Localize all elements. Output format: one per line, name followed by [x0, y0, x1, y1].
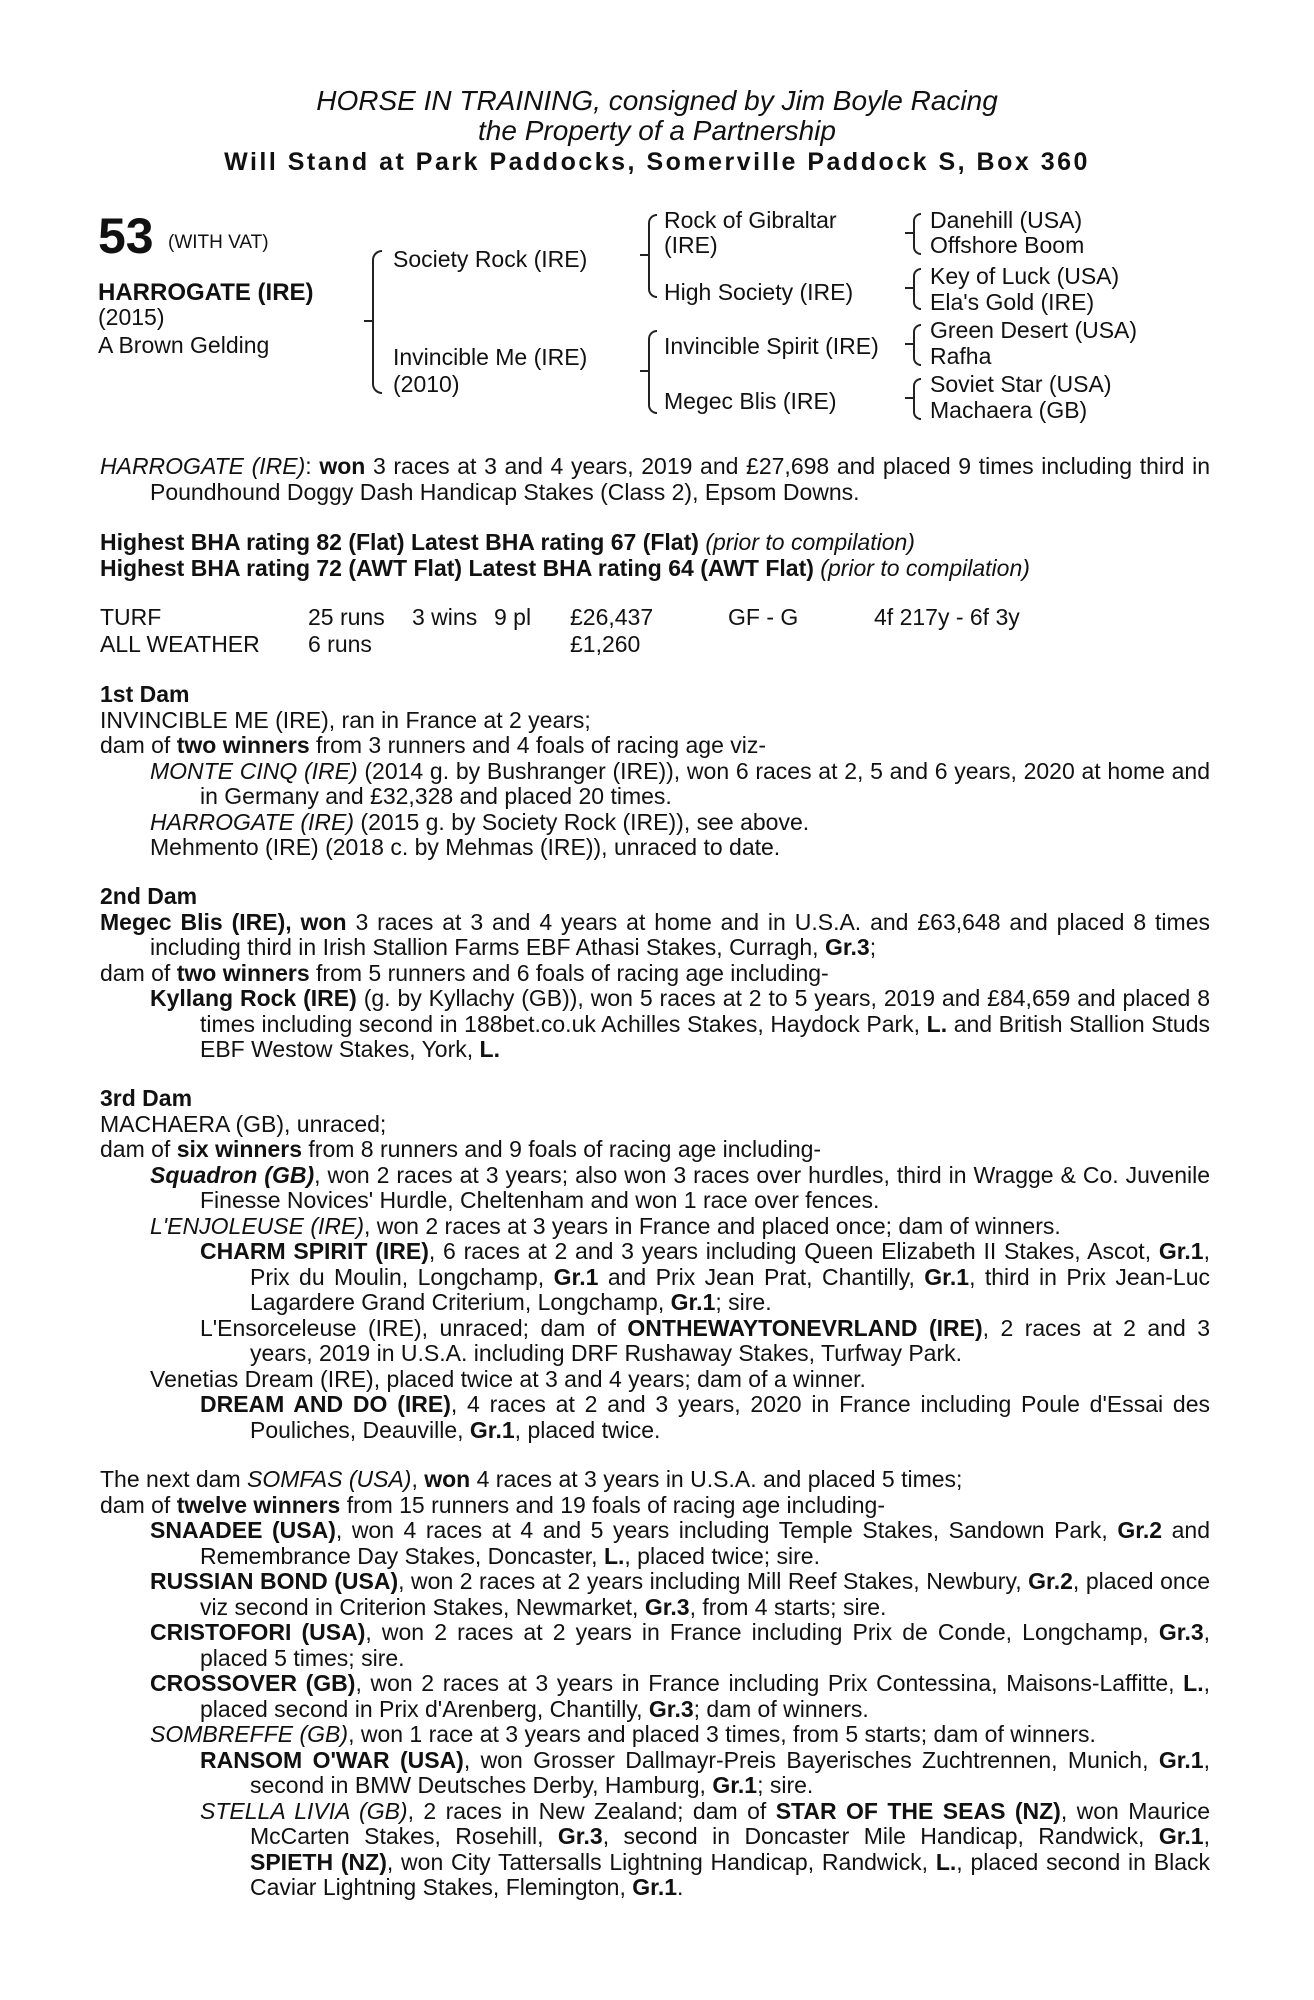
- header-location: Will Stand at Park Paddocks, Somerville Paddock S, Box 360: [224, 148, 1090, 176]
- sss: Danehill (USA): [930, 207, 1083, 233]
- lot-number: 53: [98, 208, 154, 264]
- dam-year: (2010): [393, 371, 460, 397]
- sire-sire-2: (IRE): [664, 232, 718, 258]
- sire: Society Rock (IRE): [393, 246, 588, 272]
- horse-description: A Brown Gelding: [98, 332, 270, 358]
- first-dam-section: 1st Dam INVINCIBLE ME (IRE), ran in France at 2 years; dam of two winners from 3 runners and 4 foals of racing age viz- MONTE CINQ (IRE) (2014 g. by Bushranger (IRE)), won 6 races at 2, 5 and 6 years, 2020 at home and in Germany and £32,328 and placed 20 times. HARROGATE (IRE) (2015 g. by Society Rock (IRE)), see above. Mehmento (IRE) (2018 c. by Mehmas (IRE)), unraced to date.: [100, 681, 1211, 860]
- dsd: Rafha: [930, 343, 992, 369]
- table-row: ALL WEATHER 6 runs £1,260: [100, 631, 641, 657]
- brace-sire: [648, 214, 657, 298]
- horse-year: (2015): [98, 304, 165, 330]
- second-dam-section: 2nd Dam Megec Blis (IRE), won 3 races at 3 and 4 years at home and in U.S.A. and £63,648 and placed 8 times including third in Irish Stallion Farms EBF Athasi Stakes, Curragh, Gr.3; dam of two winners from 5 runners and 6 foals of racing age including- Kyllang Rock (IRE) (g. by Kyllachy (GB)), won 5 races at 2 to 5 years, 2019 and £84,659 and placed 8 times including second in 188bet.co.uk Achilles Stakes, Haydock Park, L. and British Stallion Studs EBF Westow Stakes, York, L.: [100, 883, 1211, 1062]
- brace-dam: [648, 330, 657, 414]
- horse-name: HARROGATE (IRE): [98, 279, 314, 306]
- dss: Green Desert (USA): [930, 317, 1138, 343]
- dam-sire: Invincible Spirit (IRE): [664, 333, 879, 359]
- dam-dam: Megec Blis (IRE): [664, 388, 837, 414]
- second-dam-heading: 2nd Dam: [100, 883, 198, 909]
- first-dam-heading: 1st Dam: [100, 681, 190, 707]
- next-dam-section: The next dam SOMFAS (USA), won 4 races at 3 years in U.S.A. and placed 5 times; dam of twelve winners from 15 runners and 19 foals of racing age including- SNAADEE (USA), won 4 races at 4 and 5 years including Temple Stakes, Sandown Park, Gr.2 and Remembrance Day Stakes, Doncaster, L., placed twice; sire. RUSSIAN BOND (USA), won 2 races at 2 years including Mill Reef Stakes, Newbury, Gr.2, placed once viz second in Criterion Stakes, Newmarket, Gr.3, from 4 starts; sire. CRISTOFORI (USA), won 2 races at 2 years in France including Prix de Conde, Longchamp, Gr.3, placed 5 times; sire. CROSSOVER (GB), won 2 races at 3 years in France including Prix Contessina, Maisons-Laffitte, L., placed second in Prix d'Arenberg, Chantilly, Gr.3; dam of winners. SOMBREFFE (GB), won 1 race at 3 years and placed 3 times, from 5 starts; dam of winners. RANSOM O'WAR (USA), won Grosser Dallmayr-Preis Bayerisches Zuchtrennen, Munich, Gr.1, second in BMW Deutsches Derby, Hamburg, Gr.1; sire. STELLA LIVIA (GB), 2 races in New Zealand; dam of STAR OF THE SEAS (NZ), won Maurice McCarten Stakes, Rosehill, Gr.3, second in Doncaster Mile Handicap, Randwick, Gr.1, SPIETH (NZ), won City Tattersalls Lightning Handicap, Randwick, L., placed second in Black Caviar Lightning Stakes, Flemington, Gr.1.: [100, 1466, 1211, 1900]
- third-dam-section: 3rd Dam MACHAERA (GB), unraced; dam of six winners from 8 runners and 9 foals of racing age including- Squadron (GB), won 2 races at 3 years; also won 3 races over hurdles, third in Wragge & Co. Juvenile Finesse Novices' Hurdle, Cheltenham and won 1 race over fences. L'ENJOLEUSE (IRE), won 2 races at 3 years in France and placed once; dam of winners. CHARM SPIRIT (IRE), 6 races at 2 and 3 years including Queen Elizabeth II Stakes, Ascot, Gr.1, Prix du Moulin, Longchamp, Gr.1 and Prix Jean Prat, Chantilly, Gr.1, third in Prix Jean-Luc Lagardere Grand Criterium, Longchamp, Gr.1; sire. L'Ensorceleuse (IRE), unraced; dam of ONTHEWAYTONEVRLAND (IRE), 2 races at 2 and 3 years, 2019 in U.S.A. including DRF Rushaway Stakes, Turfway Park. Venetias Dream (IRE), placed twice at 3 and 4 years; dam of a winner. DREAM AND DO (IRE), 4 races at 2 and 3 years, 2020 in France including Poule d'Essai des Pouliches, Deauville, Gr.1, placed twice.: [100, 1085, 1211, 1443]
- header-consignor: HORSE IN TRAINING, consigned by Jim Boyle Racing: [316, 85, 998, 116]
- sds: Key of Luck (USA): [930, 263, 1120, 289]
- third-dam-heading: 3rd Dam: [100, 1085, 193, 1111]
- ddd: Machaera (GB): [930, 397, 1088, 423]
- header-property: the Property of a Partnership: [478, 115, 836, 146]
- sire-dam: High Society (IRE): [664, 279, 854, 305]
- ratings: Highest BHA rating 82 (Flat) Latest BHA rating 67 (Flat) (prior to compilation) Highest BHA rating 72 (AWT Flat) Latest BHA rating 64 (AWT Flat) (prior to compilation): [100, 529, 1030, 581]
- race-stats-table: [100, 604, 1020, 658]
- dam: Invincible Me (IRE): [393, 344, 588, 370]
- horse-summary: HARROGATE (IRE): won 3 races at 3 and 4 years, 2019 and £27,698 and placed 9 times including third in Poundhound Doggy Dash Handicap Stakes (Class 2), Epsom Downs.: [100, 453, 1210, 505]
- brace-main: [372, 250, 382, 394]
- sire-sire: Rock of Gibraltar: [664, 207, 837, 233]
- ssd: Offshore Boom: [930, 232, 1085, 258]
- lot-vat: (WITH VAT): [168, 232, 269, 253]
- table-row: TURF 25 runs 3 wins 9 pl £26,437 GF - G 4f 217y - 6f 3y: [100, 604, 1020, 630]
- sdd: Ela's Gold (IRE): [930, 289, 1095, 315]
- dds: Soviet Star (USA): [930, 371, 1112, 397]
